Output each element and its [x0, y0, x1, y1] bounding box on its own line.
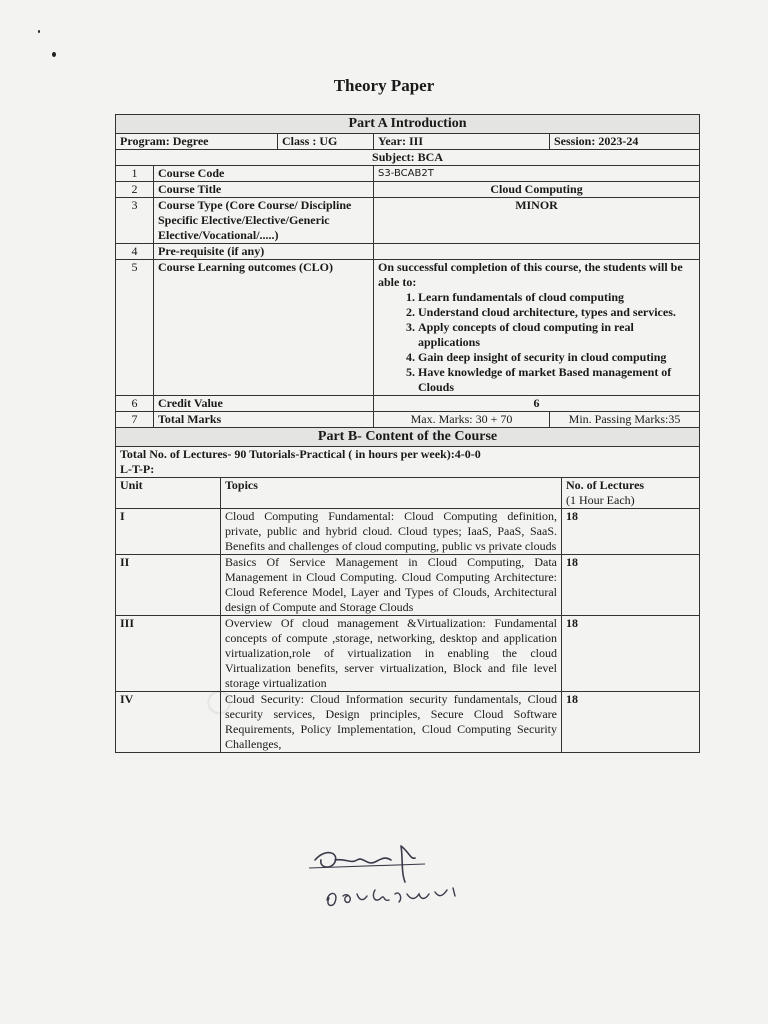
watermark: ○ — [186, 667, 250, 735]
part-a-heading: Part A Introduction — [116, 115, 700, 134]
clo-cell — [374, 260, 700, 396]
row-label: Course Type (Core Course/ Discipline Specific Elective/Elective/Generic Elective/Vocational/.....) — [154, 198, 374, 244]
row-number: 3 — [116, 198, 154, 244]
lectures-line: Total No. of Lectures- 90 Tutorials-Practical ( in hours per week):4-0-0 — [120, 447, 481, 461]
table-row — [116, 509, 700, 555]
scan-speck — [52, 52, 56, 57]
list-item: 4. Gain deep insight of security in cloud computing — [418, 350, 695, 365]
page-title: Theory Paper — [333, 76, 435, 95]
table-row — [116, 616, 700, 692]
table-row — [116, 412, 700, 428]
unit-topics: Basics Of Service Management in Cloud Computing, Data Management in Cloud Computing. Cloud Computing Architecture: Cloud Reference Model, Layer and Types of Clouds, Architectural design of Compute and Storage Clouds — [221, 555, 562, 616]
row-number: 7 — [116, 412, 154, 428]
list-item: 3. Apply concepts of cloud computing in real applications — [418, 320, 695, 350]
table-row — [116, 198, 700, 244]
row-number: 2 — [116, 182, 154, 198]
unit-lectures: 18 — [562, 555, 700, 616]
row-label: Credit Value — [154, 396, 374, 412]
table-row — [116, 244, 700, 260]
unit-topics: Cloud Security: Cloud Information security fundamentals, Cloud security services, Design principles, Secure Cloud Software Requirements, Policy Implementation, Cloud Computing Security Challenges, — [221, 692, 562, 753]
signature — [305, 838, 475, 918]
table-row — [116, 692, 700, 753]
unit-number: II — [116, 555, 221, 616]
unit-lectures: 18 — [562, 509, 700, 555]
unit-lectures: 18 — [562, 692, 700, 753]
row-label: Course Learning outcomes (CLO) — [154, 260, 374, 396]
table-row — [116, 396, 700, 412]
unit-number: III — [116, 616, 221, 692]
class-cell: Class : UG — [278, 134, 374, 150]
table-row — [116, 555, 700, 616]
part-b-heading: Part B- Content of the Course — [116, 428, 700, 447]
row-label: Total Marks — [154, 412, 374, 428]
list-item: 1. Learn fundamentals of cloud computing — [418, 290, 695, 305]
lectures-header — [562, 478, 700, 509]
clo-intro: On successful completion of this course, the students will be able to: — [378, 260, 683, 289]
lectures-header-sub: (1 Hour Each) — [566, 493, 635, 507]
clo-list — [378, 290, 695, 395]
row-label: Course Code — [154, 166, 374, 182]
row-label: Pre-requisite (if any) — [154, 244, 374, 260]
row-number: 4 — [116, 244, 154, 260]
syllabus-sheet — [115, 114, 699, 753]
course-title-value: Cloud Computing — [374, 182, 700, 198]
prerequisite-value — [374, 244, 700, 260]
table-row — [116, 182, 700, 198]
session-cell: Session: 2023-24 — [550, 134, 700, 150]
table-row — [116, 260, 700, 396]
lectures-header-label: No. of Lectures — [566, 478, 645, 492]
unit-header: Unit — [116, 478, 221, 509]
part-b-table — [115, 446, 700, 753]
unit-topics: Cloud Computing Fundamental: Cloud Computing definition, private, public and hybrid cloud. Cloud types; IaaS, PaaS, SaaS. Benefits and challenges of cloud computing, public vs private clouds — [221, 509, 562, 555]
row-number: 6 — [116, 396, 154, 412]
row-label: Course Title — [154, 182, 374, 198]
unit-number: IV — [116, 692, 221, 753]
scan-speck — [38, 30, 40, 33]
min-marks-value: Min. Passing Marks:35 — [550, 412, 700, 428]
table-row — [116, 166, 700, 182]
lectures-info — [116, 447, 700, 478]
topics-header: Topics — [221, 478, 562, 509]
row-number: 1 — [116, 166, 154, 182]
year-cell: Year: III — [374, 134, 550, 150]
list-item: 5. Have knowledge of market Based management of Clouds — [418, 365, 695, 395]
course-code-value: S3-BCAB2T — [374, 166, 700, 182]
row-number: 5 — [116, 260, 154, 396]
credit-value: 6 — [374, 396, 700, 412]
course-type-value: MINOR — [374, 198, 700, 244]
unit-topics: Overview Of cloud management &Virtualization: Fundamental concepts of compute ,storage, networking, desktop and application virtualization,role of virtualization in enabling the cloud Virtualization benefits, server virtualization, Block and file level storage virtualization — [221, 616, 562, 692]
ltp-line: L-T-P: — [120, 462, 155, 476]
subject-cell: Subject: BCA — [116, 150, 700, 166]
program-cell: Program: Degree — [116, 134, 278, 150]
unit-lectures: 18 — [562, 616, 700, 692]
unit-number: I — [116, 509, 221, 555]
list-item: 2. Understand cloud architecture, types and services. — [418, 305, 695, 320]
max-marks-value: Max. Marks: 30 + 70 — [374, 412, 550, 428]
part-a-table — [115, 114, 700, 447]
